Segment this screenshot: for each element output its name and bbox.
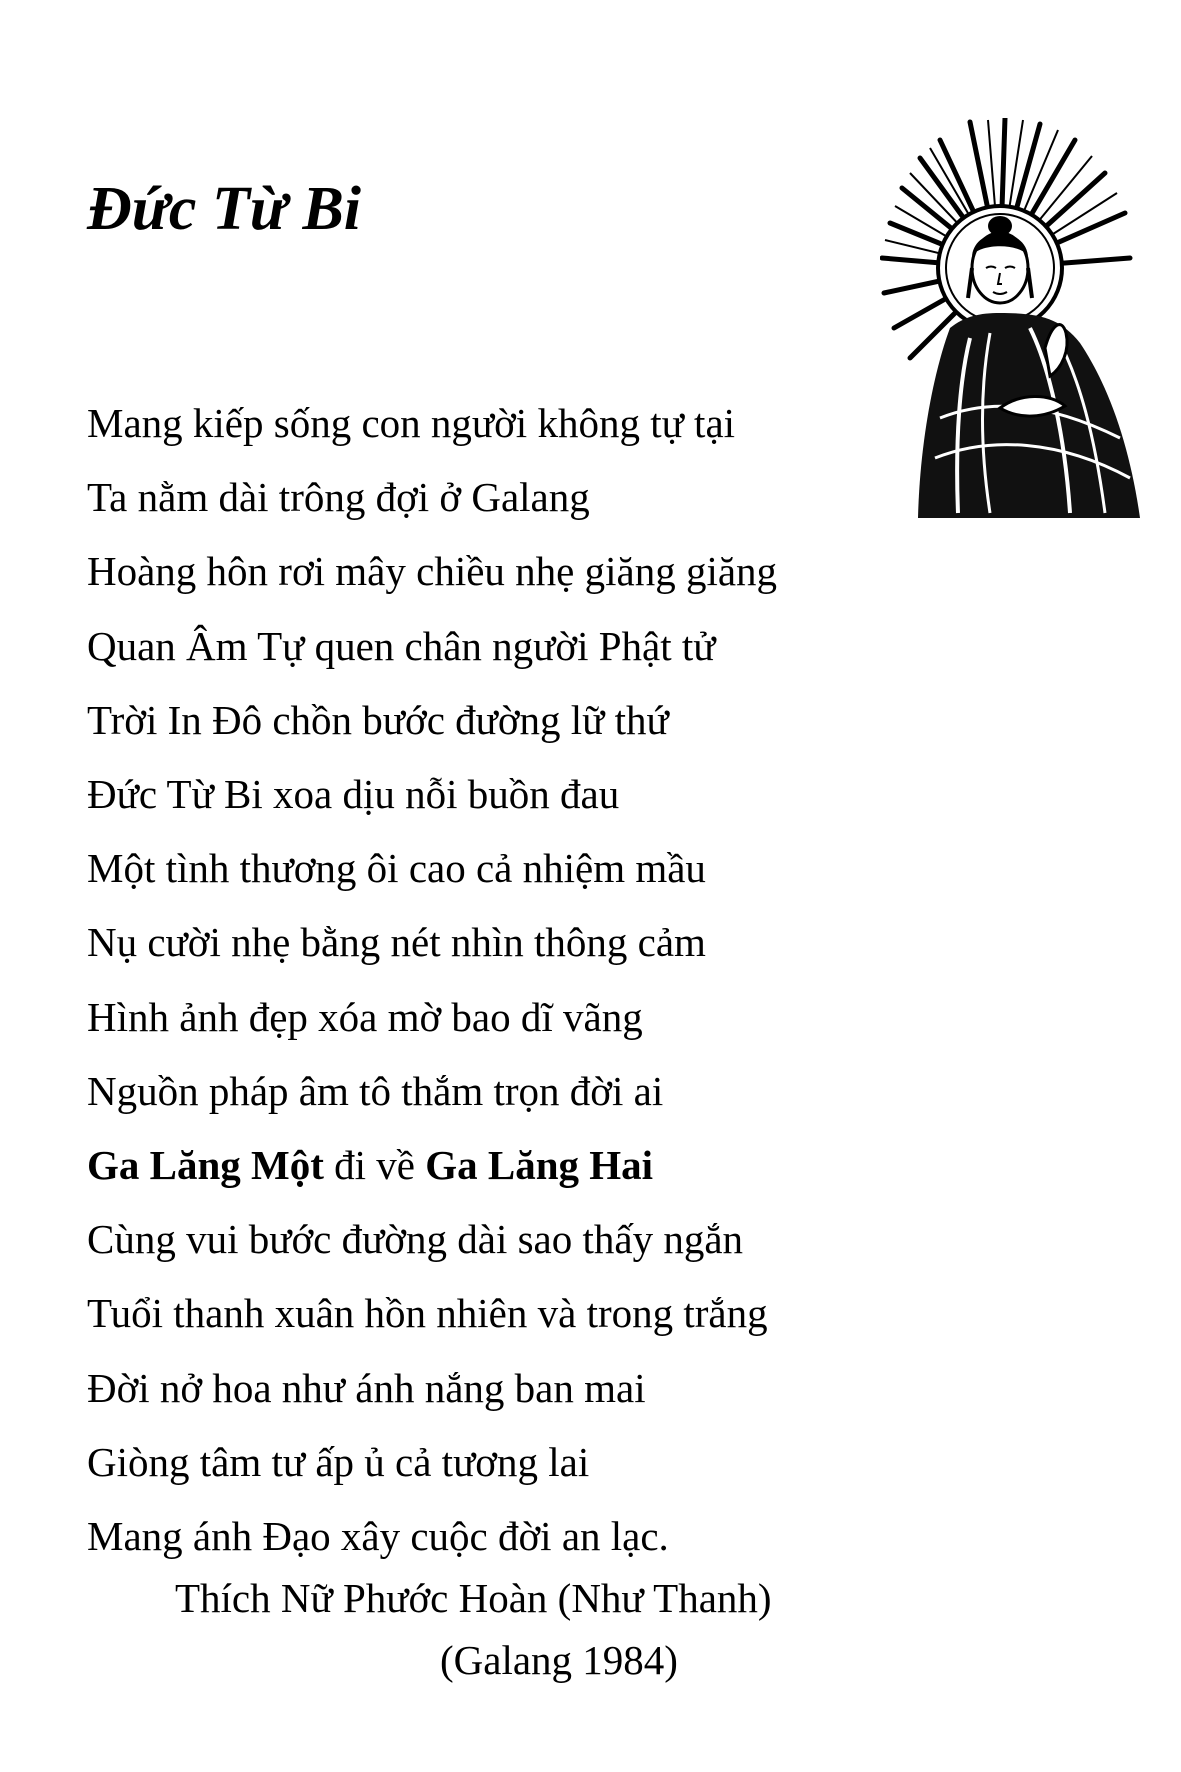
line-connector: đi về: [323, 1142, 426, 1189]
poem-line: Nguồn pháp âm tô thắm trọn đời ai: [87, 1067, 664, 1114]
poem-line: Giòng tâm tư ấp ủ cả tương lai: [87, 1438, 590, 1485]
poem-line: Cùng vui bước đường dài sao thấy ngắn: [87, 1216, 744, 1263]
poem-line: Trời In Đô chồn bước đường lữ thứ: [87, 696, 669, 743]
bold-place-1: Ga Lăng Một: [87, 1142, 324, 1189]
poem-body: [87, 386, 777, 1573]
poem-line-emphasis: [87, 1128, 777, 1202]
poem-place-date: (Galang 1984): [440, 1637, 678, 1683]
poem-line: Một tình thương ôi cao cả nhiệm mầu: [87, 845, 706, 892]
bold-place-2: Ga Lăng Hai: [425, 1142, 654, 1189]
poem-line: Hoàng hôn rơi mây chiều nhẹ giăng giăng: [87, 548, 778, 595]
poem-line: Đời nở hoa như ánh nắng ban mai: [87, 1364, 646, 1411]
poem-line: Nụ cười nhẹ bằng nét nhìn thông cảm: [87, 919, 706, 966]
buddha-figure-icon: [880, 118, 1180, 523]
poem-line: Quan Âm Tự quen chân người Phật tử: [87, 622, 716, 669]
poem-title: Đức Từ Bi: [87, 175, 362, 243]
poem-line: Tuổi thanh xuân hồn nhiên và trong trắng: [87, 1290, 768, 1337]
poem-line: Mang ánh Đạo xây cuộc đời an lạc.: [87, 1513, 669, 1560]
poem-line: Hình ảnh đẹp xóa mờ bao dĩ vãng: [87, 993, 643, 1040]
poem-line: Ta nằm dài trông đợi ở Galang: [87, 474, 590, 521]
poem-author: Thích Nữ Phước Hoàn (Như Thanh): [175, 1575, 772, 1621]
poem-line: Mang kiếp sống con người không tự tại: [87, 400, 736, 446]
poem-line: Đức Từ Bi xoa dịu nỗi buồn đau: [87, 771, 620, 818]
